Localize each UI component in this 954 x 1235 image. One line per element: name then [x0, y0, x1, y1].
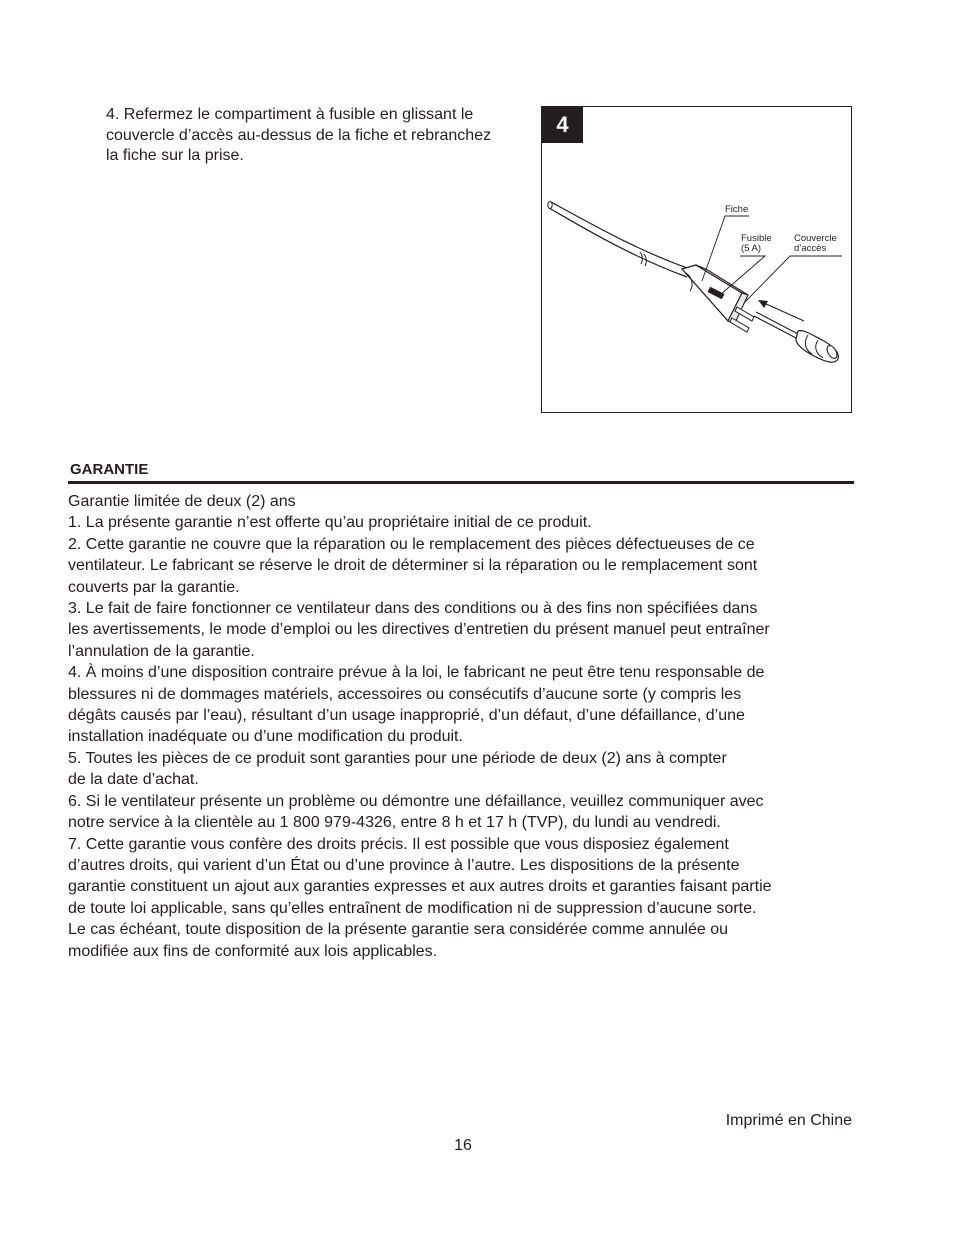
warranty-line: 3. Le fait de faire fonctionner ce ventilateur dans des conditions ou à des fins non spécifiées dans [68, 600, 758, 618]
power-cord [549, 208, 687, 277]
printed-in-notice: Imprimé en Chine [725, 1112, 852, 1129]
callout-leader-fuse [720, 256, 765, 295]
warranty-line: ventilateur. Le fabricant se réserve le droit de déterminer si la réparation ou le remplacement sont [68, 557, 758, 575]
heading-divider [68, 481, 854, 484]
screwdriver [754, 312, 839, 362]
warranty-line: installation inadéquate ou d’une modification du produit. [68, 728, 463, 746]
cord-end [548, 201, 552, 208]
warranty-line: de la date d’achat. [68, 771, 199, 789]
warranty-line: notre service à la clientèle au 1 800 979-4326, entre 8 h et 17 h (TVP), du lundi au vendredi. [68, 814, 721, 832]
step-line: couvercle d’accès au-dessus de la fiche et rebranchez [106, 126, 492, 144]
warranty-line: les avertissements, le mode d’emploi ou les directives d’entretien du présent manuel peut entraîner [68, 621, 770, 639]
warranty-line: 5. Toutes les pièces de ce produit sont garanties pour une période de deux (2) ans à compter [68, 749, 727, 767]
warranty-line: 7. Cette garantie vous confère des droits précis. Il est possible que vous disposiez également [68, 835, 729, 853]
warranty-line: de toute loi applicable, sans qu’elles entraînent de modification ni de suppression d’aucune sorte. [68, 899, 757, 917]
callout-leader-cover [744, 256, 842, 303]
page-number: 16 [454, 1137, 472, 1154]
warranty-line: 2. Cette garantie ne couvre que la réparation ou le remplacement des pièces défectueuses de ce [68, 535, 755, 553]
warranty-line: dégâts causés par l’eau), résultant d’un usage inapproprié, d’un défaut, d’une défaillance, d’une [68, 707, 745, 725]
warranty-heading: GARANTIE [70, 461, 149, 478]
insert-direction-arrow [758, 300, 804, 321]
plug-prong [730, 318, 749, 332]
warranty-line: 1. La présente garantie n’est offerte qu’au propriétaire initial de ce produit. [68, 514, 592, 532]
warranty-line: Le cas échéant, toute disposition de la présente garantie sera considérée comme annulée ou [68, 921, 728, 939]
warranty-line: l’annulation de la garantie. [68, 642, 255, 660]
warranty-line: blessures ni de dommages matériels, accessoires ou consécutifs d’aucune sorte (y compris les [68, 685, 742, 703]
step-4-instructions [106, 105, 536, 167]
figure-4-fuse-replacement [541, 106, 852, 413]
warranty-line: 6. Si le ventilateur présente un problème ou démontre une défaillance, veuillez communiquer avec [68, 792, 764, 810]
warranty-line: d’autres droits, qui varient d’un État ou d’une province à l’autre. Les dispositions de la présente [68, 856, 740, 874]
warranty-line: modifiée aux fins de conformité aux lois applicables. [68, 942, 438, 960]
callout-fuse: Fusible (5 A) [741, 233, 772, 254]
warranty-line: garantie constituent un ajout aux garanties expresses et aux autres droits et garanties faisant partie [68, 878, 772, 896]
power-cord-edge [551, 202, 690, 269]
callout-access-cover: Couvercle d’accès [794, 233, 837, 254]
warranty-line: 4. À moins d’une disposition contraire prévue à la loi, le fabricant ne peut être tenu responsable de [68, 664, 765, 682]
figure-number: 4 [542, 107, 583, 143]
warranty-line: couverts par la garantie. [68, 578, 240, 596]
plug-fuse-illustration [542, 107, 851, 412]
warranty-line: Garantie limitée de deux (2) ans [68, 493, 296, 510]
warranty-text [68, 491, 848, 962]
plug-body [682, 265, 748, 323]
step-line: la fiche sur la prise. [106, 147, 244, 164]
step-line: 4. Refermez le compartiment à fusible en glissant le [106, 106, 474, 123]
callout-plug: Fiche [725, 204, 749, 215]
